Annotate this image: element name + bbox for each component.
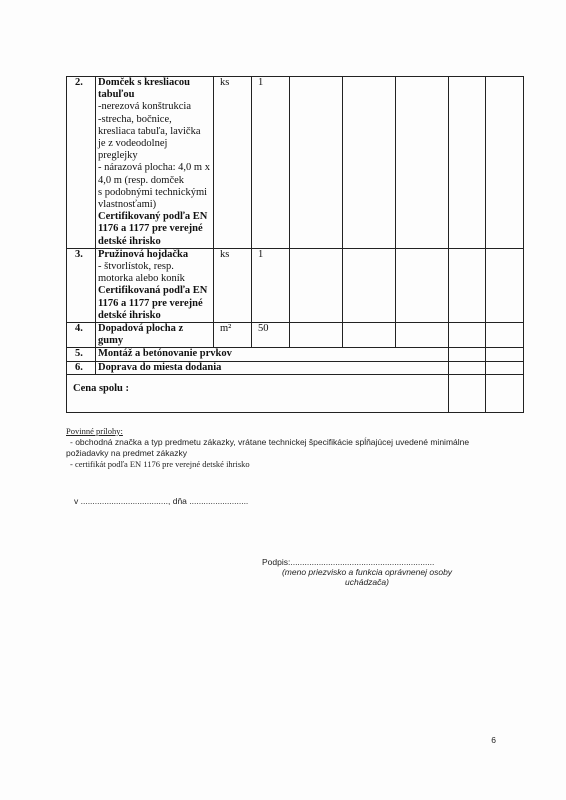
description-line: Pružinová hojdačka — [98, 248, 189, 260]
price-cell — [290, 323, 343, 348]
price-cell — [396, 323, 449, 348]
item-description — [96, 248, 214, 322]
quantity-cell: 50 — [252, 323, 290, 348]
description-line: preglejky — [98, 150, 138, 162]
description-line: 1176 a 1177 pre verejné — [98, 297, 203, 309]
total-row — [67, 374, 524, 412]
attachments-heading: Povinné prílohy: — [66, 426, 123, 436]
row-label: Doprava do miesta dodania — [96, 361, 449, 374]
total-label: Cena spolu : — [73, 382, 130, 394]
description-line: gumy — [98, 335, 124, 347]
attachment-item: - certifikát podľa EN 1176 pre verejné detské ihrisko — [70, 459, 250, 469]
attachment-item: - obchodná značka a typ predmetu zákazky, vrátane technickej špecifikácie spĺňajúcej uvedené minimálne — [70, 437, 470, 447]
description-line: Certifikovaný podľa EN — [98, 211, 208, 223]
price-cell — [486, 323, 524, 348]
item-description — [96, 323, 214, 348]
unit-cell: ks — [214, 248, 252, 322]
price-cell — [343, 248, 396, 322]
price-cell — [449, 323, 486, 348]
description-line: s podobnými technickými — [98, 186, 208, 198]
table-row — [67, 323, 524, 348]
row-number: 5. — [67, 348, 96, 361]
price-cell — [290, 77, 343, 249]
quantity-cell: 1 — [252, 248, 290, 322]
description-line: motorka alebo koník — [98, 273, 185, 285]
price-cell — [290, 248, 343, 322]
row-label: Montáž a betónovanie prvkov — [96, 348, 449, 361]
description-line: 1176 a 1177 pre verejné — [98, 223, 203, 235]
price-table — [66, 76, 524, 413]
table-row — [67, 361, 524, 374]
price-cell — [396, 248, 449, 322]
price-cell — [486, 248, 524, 322]
description-line: vlastnosťami) — [98, 199, 157, 211]
quantity-cell: 1 — [252, 77, 290, 249]
table-row — [67, 77, 524, 249]
signature-block — [262, 557, 472, 587]
table-row — [67, 348, 524, 361]
description-line: -strecha, bočnice, — [98, 113, 172, 125]
description-line: - štvorlístok, resp. — [98, 261, 174, 273]
description-line: detské ihrisko — [98, 235, 161, 247]
row-number: 4. — [67, 323, 96, 348]
item-description — [96, 77, 214, 249]
description-line: Certifikovaná podľa EN — [98, 285, 208, 297]
row-number: 3. — [67, 248, 96, 322]
price-cell — [449, 248, 486, 322]
description-line: 4,0 m (resp. domček — [98, 174, 185, 186]
table-row — [67, 248, 524, 322]
page-number: 6 — [491, 735, 496, 745]
attachment-item: požiadavky na predmet zákazky — [66, 448, 187, 458]
description-line: Domček s kresliacou — [98, 77, 190, 88]
unit-cell: m² — [214, 323, 252, 348]
price-cell — [343, 323, 396, 348]
attachments — [66, 426, 506, 470]
price-cell — [486, 77, 524, 249]
price-cell — [396, 77, 449, 249]
signature-line: Podpis:............................................................. — [262, 557, 435, 567]
description-line: detské ihrisko — [98, 309, 161, 321]
description-line: kresliaca tabuľa, lavička — [98, 125, 201, 137]
row-number: 6. — [67, 361, 96, 374]
description-line: - nárazová plocha: 4,0 m x — [98, 162, 210, 174]
signature-note: uchádzača) — [345, 577, 389, 587]
price-cell — [343, 77, 396, 249]
description-line: Dopadová plocha z — [98, 323, 184, 335]
unit-cell: ks — [214, 77, 252, 249]
signature-note: (meno priezvisko a funkcia oprávnenej osoby — [281, 567, 453, 577]
price-cell — [449, 77, 486, 249]
place-date-line: v ....................................., dňa ......................... — [74, 496, 249, 506]
description-line: -nerezová konštrukcia — [98, 101, 191, 113]
row-number: 2. — [67, 77, 96, 249]
description-line: tabuľou — [98, 89, 135, 101]
description-line: je z vodeodolnej — [98, 138, 168, 150]
